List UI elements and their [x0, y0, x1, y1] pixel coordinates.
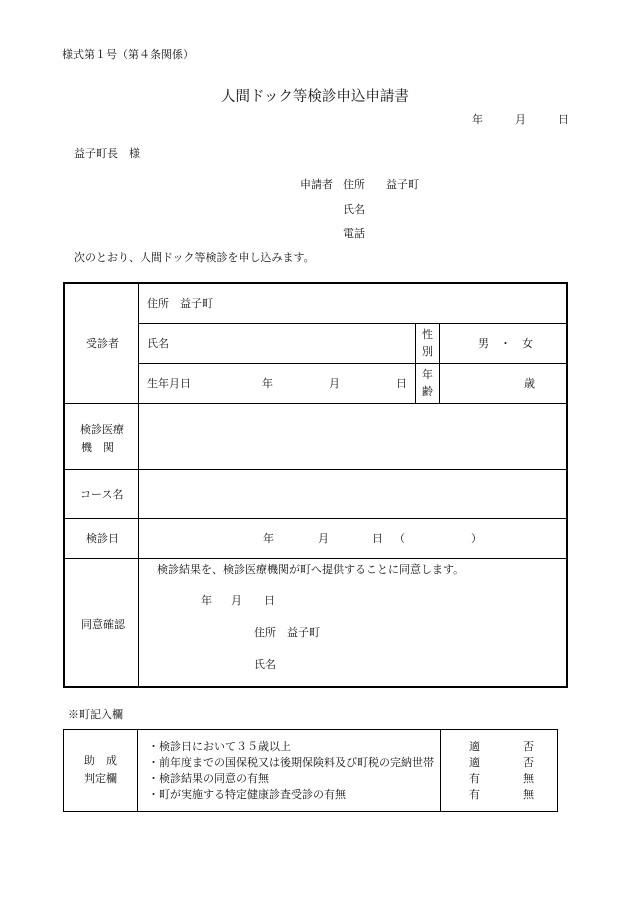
page-title: 人間ドック等検診申込申請書 [221, 89, 409, 105]
applicant-address-value[interactable]: 益子町 [386, 178, 419, 191]
consent-text: 検診結果を、検診医療機関が町へ提供することに同意します。 [157, 563, 465, 576]
row-divider [138, 363, 568, 364]
criterion-option-left[interactable]: 有 [469, 788, 480, 801]
age-unit[interactable]: 歳 [524, 377, 535, 390]
row-divider [138, 323, 568, 324]
consent-year[interactable]: 年 [201, 594, 212, 607]
applicant-label: 申請者 [300, 178, 333, 191]
row-divider [65, 518, 568, 519]
applicant-phone-label: 電話 [343, 227, 365, 240]
criterion-option-left[interactable]: 適 [469, 756, 480, 769]
institution-field[interactable] [139, 404, 568, 469]
exam-year[interactable]: 年 [263, 532, 274, 545]
column-divider [439, 323, 440, 403]
examinee-address[interactable]: 住所 益子町 [147, 297, 213, 310]
town-use-heading: ※町記入欄 [68, 708, 123, 721]
exam-month[interactable]: 月 [318, 532, 329, 545]
exam-day[interactable]: 日 [372, 532, 383, 545]
criterion-text: ・検診日において３５歳以上 [148, 740, 291, 753]
application-table [63, 282, 568, 688]
institution-label-top: 検診医療 [80, 423, 124, 436]
examinee-name-label[interactable]: 氏名 [147, 337, 169, 350]
birth-label[interactable]: 生年月日 [147, 377, 191, 390]
age-label-top: 年 [422, 368, 433, 381]
course-label: コース名 [80, 488, 124, 501]
course-field[interactable] [139, 470, 568, 518]
criterion-option-right[interactable]: 無 [523, 788, 534, 801]
birth-month: 月 [329, 377, 340, 390]
institution-label-bottom: 機 関 [81, 441, 114, 454]
criterion-option-left[interactable]: 有 [469, 772, 480, 785]
consent-address[interactable]: 住所 益子町 [254, 626, 320, 639]
criterion-option-left[interactable]: 適 [469, 740, 480, 753]
criterion-text: ・町が実施する特定健康診査受診の有無 [148, 788, 346, 801]
sex-label-top: 性 [422, 328, 433, 341]
column-divider [440, 730, 441, 811]
date-month-label: 月 [515, 113, 526, 126]
criterion-option-right[interactable]: 否 [523, 756, 534, 769]
birth-year: 年 [262, 377, 273, 390]
criterion-text: ・検診結果の同意の有無 [148, 772, 269, 785]
age-label-bottom: 齢 [422, 385, 433, 398]
examinee-label: 受診者 [86, 337, 119, 350]
subsidy-label-bottom: 判定欄 [84, 772, 117, 785]
applicant-address-label: 住所 [343, 178, 365, 191]
exam-weekday[interactable]: （ ） [394, 532, 482, 545]
applicant-name-label: 氏名 [343, 203, 365, 216]
criterion-option-right[interactable]: 否 [523, 740, 534, 753]
criterion-option-right[interactable]: 無 [523, 772, 534, 785]
consent-month[interactable]: 月 [231, 594, 242, 607]
subsidy-label-top: 助 成 [84, 754, 117, 767]
consent-name[interactable]: 氏名 [254, 658, 276, 671]
town-use-table [63, 729, 558, 812]
consent-label: 同意確認 [81, 618, 125, 631]
criterion-text: ・前年度までの国保税又は後期保険料及び町税の完納世帯 [148, 756, 434, 769]
sex-options[interactable]: 男 ・ 女 [478, 337, 533, 350]
consent-day[interactable]: 日 [264, 594, 275, 607]
sex-label-bottom: 別 [422, 345, 433, 358]
exam-date-label: 検診日 [86, 532, 119, 545]
column-divider [415, 323, 416, 403]
column-divider [137, 730, 138, 811]
intro-text: 次のとおり、人間ドック等検診を申し込みます。 [74, 251, 315, 264]
date-day-label: 日 [558, 113, 569, 126]
form-number: 様式第１号（第４条関係） [62, 48, 194, 61]
addressee: 益子町長 様 [74, 147, 140, 160]
date-year-label: 年 [472, 113, 483, 126]
birth-day: 日 [396, 377, 407, 390]
row-divider [65, 558, 568, 559]
